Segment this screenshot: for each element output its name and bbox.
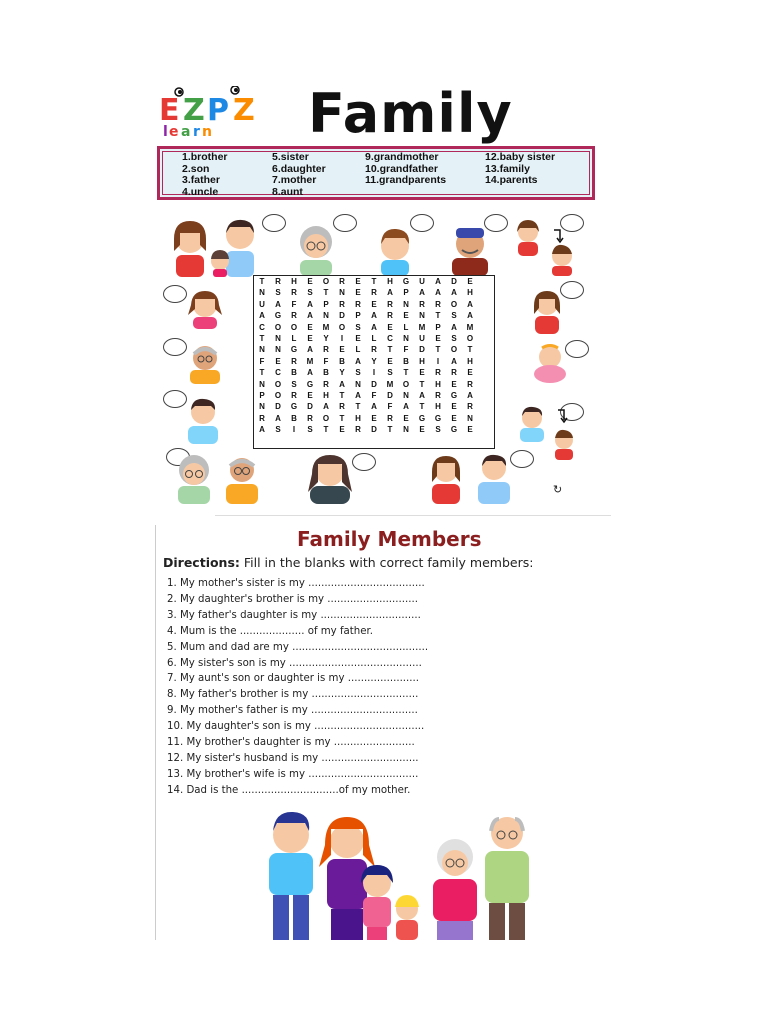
grid-letter: O: [274, 390, 282, 400]
grid-letter: R: [435, 390, 441, 400]
word-item: 5.sister: [272, 151, 309, 163]
grid-letter: N: [323, 311, 329, 321]
grid-letter: F: [371, 390, 377, 400]
svg-text:P: P: [207, 93, 229, 128]
grid-letter: F: [291, 299, 297, 309]
grid-letter: T: [323, 288, 329, 298]
question-item: 1. My mother's sister is my ....................................: [167, 578, 425, 589]
grid-letter: D: [339, 311, 345, 321]
svg-text:E: E: [159, 93, 180, 128]
grid-letter: A: [371, 311, 377, 321]
word-item: 12.baby sister: [485, 151, 556, 163]
grid-letter: D: [371, 379, 377, 389]
grid-letter: E: [451, 379, 457, 389]
grid-letter: A: [403, 402, 409, 412]
grid-letter: T: [339, 413, 345, 423]
grid-letter: O: [322, 413, 330, 423]
grid-letter: L: [355, 345, 361, 355]
grid-letter: P: [435, 322, 441, 332]
grid-row: [254, 401, 494, 412]
question-item: 14. Dad is the ..............................of my mother.: [167, 784, 411, 796]
grid-letter: P: [259, 390, 265, 400]
grid-letter: R: [323, 379, 329, 389]
answer-bubble: [484, 214, 508, 232]
grid-letter: F: [259, 356, 265, 366]
grid-row: [254, 424, 494, 435]
grid-letter: R: [419, 299, 425, 309]
grid-letter: E: [387, 356, 393, 366]
grid-letter: G: [290, 402, 298, 412]
grid-letter: S: [307, 288, 313, 298]
grid-letter: T: [419, 379, 425, 389]
grid-letter: N: [339, 288, 345, 298]
word-item: 6.daughter: [272, 162, 326, 175]
grid-letter: C: [387, 333, 393, 343]
aunt-illustration: [526, 288, 568, 334]
grid-letter: G: [306, 379, 314, 389]
grid-letter: A: [259, 311, 265, 321]
question-list: [167, 576, 587, 799]
baby-sister-illustration: [526, 342, 574, 384]
svg-text:Z: Z: [183, 93, 205, 128]
grid-letter: E: [339, 425, 345, 435]
grid-letter: T: [435, 311, 441, 321]
grid-letter: S: [451, 311, 457, 321]
grid-letter: N: [275, 345, 281, 355]
grid-letter: R: [371, 345, 377, 355]
grid-letter: L: [403, 322, 409, 332]
grid-letter: I: [372, 368, 376, 378]
grid-letter: S: [291, 379, 297, 389]
grid-letter: N: [259, 402, 265, 412]
svg-text:n: n: [202, 124, 212, 138]
grid-letter: A: [467, 390, 473, 400]
grid-letter: S: [355, 322, 361, 332]
grid-letter: P: [355, 311, 361, 321]
grid-row: [254, 367, 494, 378]
grid-letter: R: [371, 288, 377, 298]
grid-letter: M: [306, 356, 314, 366]
grid-letter: O: [450, 345, 458, 355]
grid-letter: M: [466, 322, 474, 332]
grid-letter: R: [259, 413, 265, 423]
grid-letter: C: [275, 368, 281, 378]
grid-letter: R: [387, 299, 393, 309]
grid-letter: H: [387, 277, 393, 286]
grid-letter: M: [418, 322, 426, 332]
grid-letter: N: [403, 425, 409, 435]
grid-letter: L: [371, 333, 377, 343]
grid-letter: E: [419, 368, 425, 378]
question-item: 7. My aunt's son or daughter is my ......................: [167, 673, 419, 685]
question-item: 6. My sister's son is my .........................................: [167, 657, 422, 669]
grid-letter: T: [339, 390, 345, 400]
grid-letter: R: [355, 425, 361, 435]
grid-letter: D: [387, 390, 393, 400]
grid-letter: R: [291, 288, 297, 298]
grid-letter: N: [259, 288, 265, 298]
grid-letter: H: [355, 413, 361, 423]
grid-letter: T: [259, 277, 265, 286]
grid-letter: G: [434, 413, 442, 423]
directions-body: Fill in the blanks with correct family members:: [239, 555, 534, 570]
word-item: 4.uncle: [182, 185, 219, 198]
grid-letter: P: [323, 299, 329, 309]
answer-bubble: [262, 214, 286, 232]
grid-letter: E: [467, 277, 473, 286]
grid-letter: T: [435, 345, 441, 355]
son-illustration: [370, 222, 420, 276]
word-column: [272, 152, 326, 198]
grid-letter: O: [402, 379, 410, 389]
grid-letter: E: [387, 322, 393, 332]
answer-bubble: [333, 214, 357, 232]
grid-row: [254, 390, 494, 401]
grid-letter: D: [307, 402, 313, 412]
svg-text:l: l: [163, 124, 168, 138]
question-item: 9. My mother's father is my .................................: [167, 705, 418, 717]
grid-letter: E: [355, 333, 361, 343]
grid-letter: N: [403, 299, 409, 309]
grid-letter: E: [451, 413, 457, 423]
grid-letter: A: [259, 425, 265, 435]
grid-letter: A: [323, 402, 329, 412]
grid-letter: N: [419, 311, 425, 321]
grid-letter: A: [307, 368, 313, 378]
word-column: [485, 152, 555, 187]
grid-letter: A: [307, 299, 313, 309]
grid-letter: S: [275, 425, 281, 435]
directions-text: [163, 555, 533, 570]
grid-letter: A: [371, 322, 377, 332]
daughter-illustration: [182, 287, 228, 329]
grid-letter: U: [259, 299, 265, 309]
grid-letter: I: [436, 356, 440, 366]
family-group-illustration: [255, 805, 540, 940]
grid-letter: E: [307, 322, 313, 332]
word-item: 2.son: [182, 162, 210, 175]
grid-letter: G: [418, 413, 426, 423]
grid-letter: R: [467, 402, 473, 412]
grid-letter: Y: [371, 356, 377, 366]
grid-letter: A: [451, 356, 457, 366]
grid-letter: E: [355, 277, 361, 286]
grid-letter: O: [338, 322, 346, 332]
grid-letter: T: [355, 402, 361, 412]
section-heading: Family Members: [297, 527, 482, 551]
grid-letter: N: [403, 390, 409, 400]
question-item: 10. My daughter's son is my ..................................: [167, 721, 425, 733]
grid-letter: T: [387, 345, 393, 355]
grid-letter: M: [322, 322, 330, 332]
grid-letter: E: [403, 311, 409, 321]
grid-row: [254, 322, 494, 333]
word-item: 10.grandfather: [365, 162, 438, 175]
grid-letter: H: [467, 356, 473, 366]
grid-letter: B: [291, 368, 297, 378]
grid-row: [254, 287, 494, 298]
svg-text:Z: Z: [233, 93, 255, 128]
grid-letter: E: [451, 402, 457, 412]
word-item: 3.father: [182, 174, 220, 187]
grid-letter: O: [274, 322, 282, 332]
grid-letter: Y: [339, 368, 345, 378]
grid-letter: N: [355, 379, 361, 389]
grid-letter: A: [275, 299, 281, 309]
grid-letter: T: [259, 333, 265, 343]
answer-bubble: [410, 214, 434, 232]
grid-letter: U: [419, 333, 425, 343]
question-item: 13. My brother's wife is my ..................................: [167, 768, 419, 780]
word-list-box: [157, 146, 595, 200]
word-item: 1.brother: [182, 151, 228, 163]
grid-letter: S: [355, 368, 361, 378]
grid-letter: E: [307, 333, 313, 343]
grid-letter: G: [450, 425, 458, 435]
grid-letter: A: [371, 402, 377, 412]
question-item: 8. My father's brother is my .................................: [167, 689, 419, 701]
grid-letter: S: [275, 288, 281, 298]
grid-letter: E: [419, 425, 425, 435]
question-item: 11. My brother's daughter is my .........................: [167, 737, 415, 749]
grid-letter: A: [387, 288, 393, 298]
grid-letter: N: [275, 333, 281, 343]
grid-row: [254, 333, 494, 344]
grid-letter: R: [451, 368, 457, 378]
grid-letter: R: [291, 311, 297, 321]
grid-letter: F: [387, 402, 393, 412]
grid-letter: R: [339, 277, 345, 286]
grid-letter: A: [307, 311, 313, 321]
grid-letter: A: [451, 322, 457, 332]
grid-letter: S: [435, 425, 441, 435]
grid-letter: H: [323, 390, 329, 400]
grid-letter: A: [435, 277, 441, 286]
grid-letter: O: [450, 299, 458, 309]
grid-letter: A: [355, 356, 361, 366]
grid-row: [254, 344, 494, 355]
ezpz-learn-logo: [157, 86, 265, 138]
word-item: 11.grandparents: [365, 174, 447, 187]
grid-letter: F: [403, 345, 409, 355]
grid-letter: B: [323, 368, 329, 378]
answer-bubble: [560, 214, 584, 232]
word-item: 14.parents: [485, 174, 538, 187]
grid-letter: R: [275, 277, 281, 286]
grid-letter: C: [259, 322, 265, 332]
grid-letter: H: [467, 288, 473, 298]
grid-letter: H: [291, 277, 297, 286]
grid-letter: E: [435, 333, 441, 343]
grid-letter: A: [275, 413, 281, 423]
grid-letter: P: [403, 288, 409, 298]
grid-letter: A: [339, 379, 345, 389]
grid-letter: T: [387, 425, 393, 435]
word-item: 9.grandmother: [365, 151, 439, 163]
grandparents-illustration: [168, 452, 268, 504]
grid-row: [254, 379, 494, 390]
grid-letter: R: [467, 379, 473, 389]
refresh-mark-icon: ↻: [553, 483, 563, 496]
grandfather-small-illustration: [184, 340, 226, 384]
grid-letter: E: [467, 425, 473, 435]
grid-letter: B: [403, 356, 409, 366]
answer-bubble: [352, 453, 376, 471]
grid-letter: O: [290, 322, 298, 332]
grid-letter: T: [259, 368, 265, 378]
grid-letter: A: [419, 288, 425, 298]
grid-letter: E: [467, 368, 473, 378]
grid-letter: R: [435, 368, 441, 378]
grid-letter: S: [387, 368, 393, 378]
page-title: Family: [308, 82, 513, 145]
word-column: [182, 152, 228, 198]
grid-letter: E: [275, 356, 281, 366]
grid-letter: A: [307, 345, 313, 355]
grid-letter: S: [307, 425, 313, 435]
grid-letter: E: [307, 390, 313, 400]
grid-letter: E: [371, 413, 377, 423]
grid-letter: G: [450, 390, 458, 400]
grid-letter: N: [259, 345, 265, 355]
grid-letter: N: [403, 333, 409, 343]
grid-letter: R: [387, 311, 393, 321]
grid-letter: U: [419, 277, 425, 286]
grid-letter: O: [322, 277, 330, 286]
grid-letter: N: [259, 379, 265, 389]
grid-letter: O: [466, 333, 474, 343]
grid-letter: F: [323, 356, 329, 366]
svg-text:e: e: [169, 124, 179, 138]
grid-letter: L: [291, 333, 297, 343]
grid-letter: G: [402, 277, 410, 286]
grid-letter: R: [339, 299, 345, 309]
grid-letter: A: [451, 288, 457, 298]
grid-letter: H: [419, 356, 425, 366]
grid-letter: E: [355, 288, 361, 298]
svg-text:a: a: [181, 124, 191, 138]
grid-row: [254, 276, 494, 287]
grid-letter: O: [274, 379, 282, 389]
word-item: 13.family: [485, 162, 530, 175]
question-item: 4. Mum is the .................... of my father.: [167, 625, 373, 637]
grid-letter: A: [355, 390, 361, 400]
question-item: 12. My sister's husband is my ..............................: [167, 752, 419, 764]
grid-letter: R: [291, 390, 297, 400]
mother-and-son-illustration: [160, 215, 270, 277]
grid-letter: D: [371, 425, 377, 435]
grid-letter: R: [291, 356, 297, 366]
grid-letter: Y: [323, 333, 329, 343]
word-column: [365, 152, 446, 187]
grid-letter: G: [274, 311, 282, 321]
word-item: 7.mother: [272, 174, 317, 187]
grid-letter: R: [339, 402, 345, 412]
grid-letter: E: [339, 345, 345, 355]
grid-letter: D: [419, 345, 425, 355]
grid-letter: T: [467, 345, 473, 355]
word-item: 8.aunt: [272, 185, 303, 198]
answer-bubble: [510, 450, 534, 468]
grid-letter: A: [435, 288, 441, 298]
grid-letter: G: [290, 345, 298, 355]
grid-letter: H: [435, 402, 441, 412]
question-item: 3. My father's daughter is my ...............................: [167, 609, 421, 621]
grid-letter: A: [419, 390, 425, 400]
grid-letter: I: [340, 333, 344, 343]
uncle-illustration: [180, 396, 226, 444]
question-item: 2. My daughter's brother is my ............................: [167, 593, 418, 605]
grid-row: [254, 299, 494, 310]
grid-letter: T: [419, 402, 425, 412]
grid-letter: S: [451, 333, 457, 343]
grid-letter: D: [275, 402, 281, 412]
grid-letter: E: [371, 299, 377, 309]
grid-letter: T: [403, 368, 409, 378]
grid-letter: R: [323, 345, 329, 355]
question-item: 5. Mum and dad are my ..........................................: [167, 641, 429, 653]
grid-letter: E: [307, 277, 313, 286]
grid-letter: H: [435, 379, 441, 389]
grid-letter: N: [467, 413, 473, 423]
grid-letter: R: [387, 413, 393, 423]
grid-letter: T: [323, 425, 329, 435]
grid-letter: R: [435, 299, 441, 309]
grid-letter: E: [403, 413, 409, 423]
directions-label: Directions:: [163, 555, 240, 570]
grid-row: [254, 356, 494, 367]
grid-letter: B: [339, 356, 345, 366]
grid-letter: T: [371, 277, 377, 286]
grid-letter: R: [355, 299, 361, 309]
word-search-grid: [253, 275, 495, 449]
grid-letter: R: [307, 413, 313, 423]
grid-row: [254, 310, 494, 321]
grid-letter: D: [451, 277, 457, 286]
grid-letter: I: [292, 425, 296, 435]
grid-row: [254, 413, 494, 424]
svg-text:r: r: [193, 124, 200, 138]
grid-letter: B: [291, 413, 297, 423]
grid-letter: M: [386, 379, 394, 389]
grid-letter: A: [467, 311, 473, 321]
grid-letter: A: [467, 299, 473, 309]
